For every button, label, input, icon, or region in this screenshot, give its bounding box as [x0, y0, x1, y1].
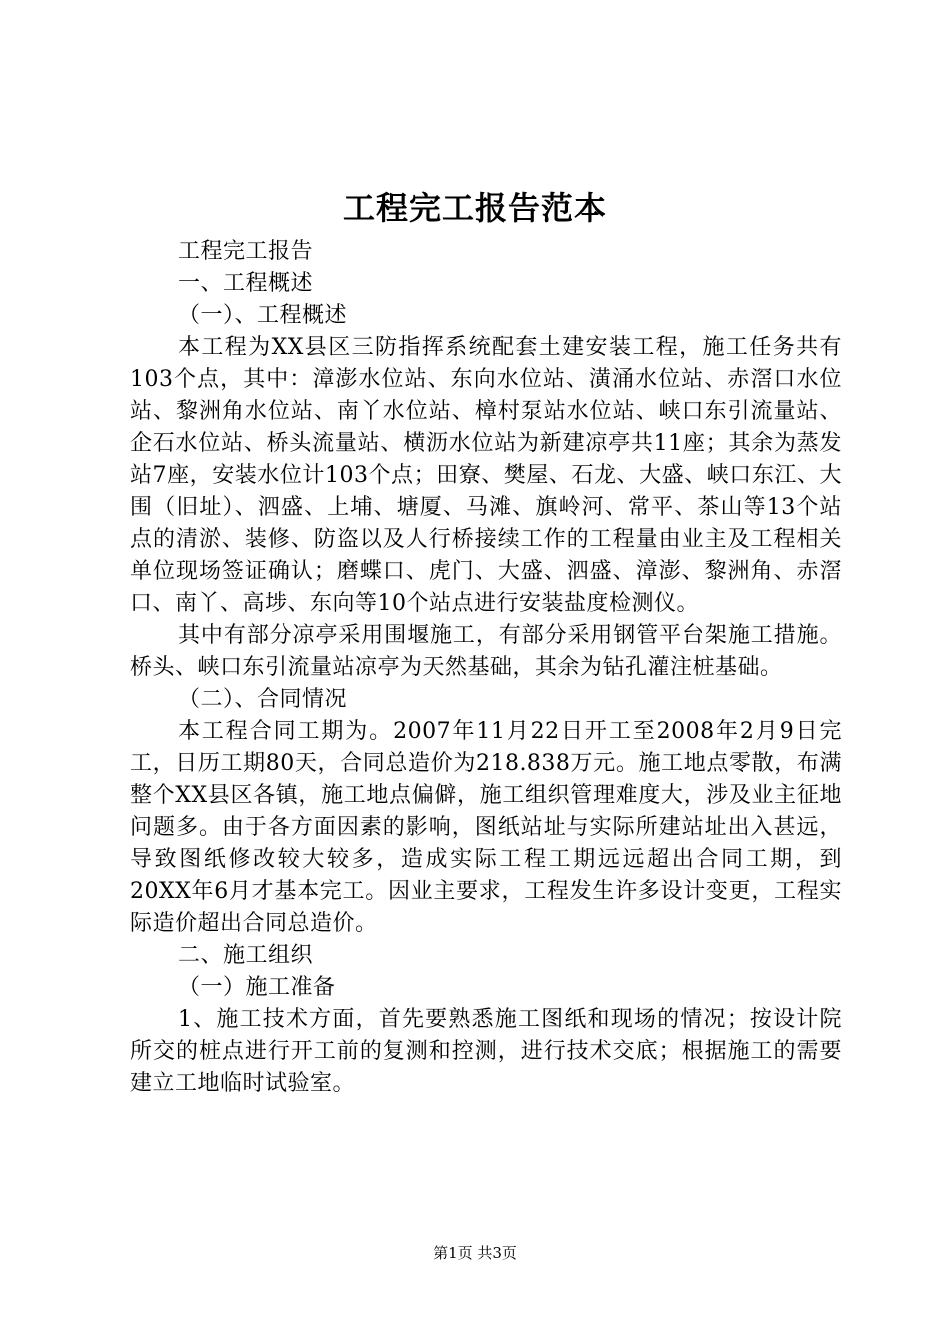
report-heading: 工程完工报告 — [178, 239, 314, 264]
paragraph-contract-details: 本工程合同工期为。2007年11月22日开工至2008年2月9日完工，日历工期80天，合同总造价为218.838万元。施工地点零散，布满整个XX县区各镇，施工地点偏僻，施工组织管理难度大，涉及业主征地问题多。由于各方面因素的影响，图纸站址与实际所建站址出入甚远，导致图纸修改较大较多，造成实际工程工期远远超出合同工期，到20XX年6月才基本完工。因业主要求，工程发生许多设计变更，工程实际造价超出合同总造价。 — [130, 719, 842, 936]
subsection-heading-preparation: （一）施工准备 — [178, 975, 336, 1000]
section-heading-overview: 一、工程概述 — [178, 271, 314, 296]
section-heading-organization: 二、施工组织 — [178, 943, 314, 968]
paragraph-project-scope: 本工程为XX县区三防指挥系统配套土建安装工程，施工任务共有103个点，其中：漳澎水位站、东向水位站、潢涌水位站、赤滘口水位站、黎洲角水位站、南丫水位站、樟村泵站水位站、峡口东引流量站、企石水位站、桥头流量站、横沥水位站为新建凉亭共11座；其余为蒸发站7座，安装水位计103个点；田寮、樊屋、石龙、大盛、峡口东江、大围（旧址）、泗盛、上埔、塘厦、马滩、旗岭河、常平、茶山等13个站点的清淤、装修、防盗以及人行桥接续工作的工程量由业主及工程相关单位现场签证确认；磨蝶口、虎门、大盛、泗盛、漳澎、黎洲角、赤滘口、南丫、高埗、东向等10个站点进行安装盐度检测仪。 — [130, 335, 842, 616]
paragraph-construction-methods: 其中有部分凉亭采用围堰施工，有部分采用钢管平台架施工措施。桥头、峡口东引流量站凉亭为天然基础，其余为钻孔灌注桩基础。 — [130, 623, 842, 680]
page-footer: 第1页 共3页 — [433, 1244, 517, 1262]
document-body — [130, 236, 842, 1100]
subsection-heading-contract: （二）、合同情况 — [178, 687, 348, 712]
subsection-heading-overview: （一）、工程概述 — [178, 303, 348, 328]
document-title: 工程完工报告范本 — [342, 189, 607, 227]
paragraph-technical-preparation: 1、施工技术方面，首先要熟悉施工图纸和现场的情况；按设计院所交的桩点进行开工前的复测和控测，进行技术交底；根据施工的需要建立工地临时试验室。 — [130, 1007, 842, 1096]
